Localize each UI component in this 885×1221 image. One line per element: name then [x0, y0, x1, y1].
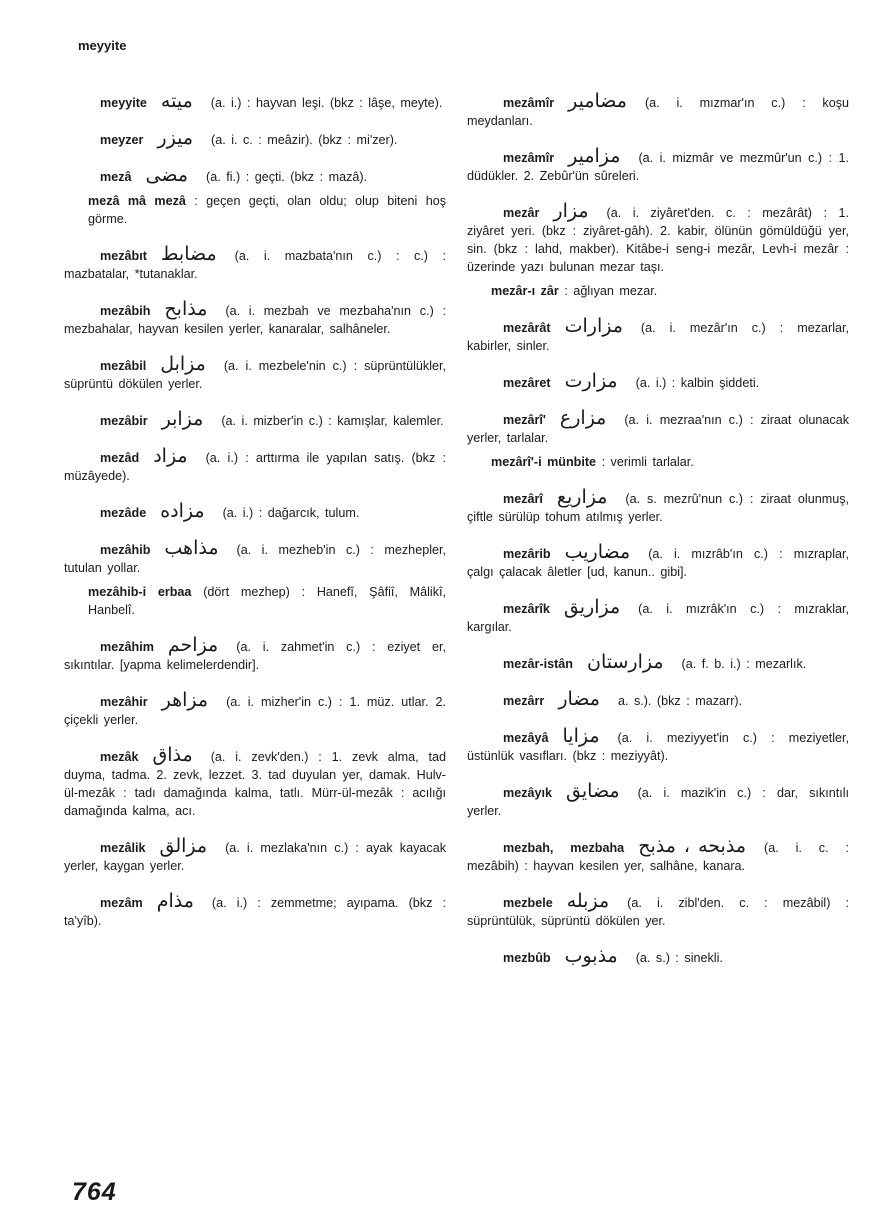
definition-text: (a. i. mazbata'nın c.) : c.) : mazbatalar, *tutanaklar.	[64, 249, 446, 281]
definition-text: (a. i. mezlaka'nın c.) : ayak kayacak yerler, kaygan yerler.	[64, 841, 446, 873]
headword: mezâret	[503, 376, 551, 390]
arabic-script: مزاریق	[563, 596, 621, 618]
headword: meyyite	[100, 96, 147, 110]
definition-text: (a. i. mizher'in c.) : 1. müz. utlar. 2. çiçekli yerler.	[64, 695, 446, 727]
headword: meyzer	[100, 133, 144, 147]
headword: mezâ	[100, 170, 132, 184]
arabic-script: مزاریع	[556, 486, 608, 508]
arabic-script: مضامیر	[568, 90, 627, 112]
dictionary-entry	[467, 372, 849, 392]
left-column	[64, 92, 446, 947]
headword: mezâr-istân	[503, 657, 573, 671]
headword: mezâlik	[100, 841, 146, 855]
dictionary-entry	[64, 539, 446, 619]
arabic-script: مزارت	[564, 370, 618, 392]
sub-headword: mezâ mâ mezâ	[88, 194, 186, 208]
definition-text: (a. i.) : kalbin şiddeti.	[635, 376, 760, 390]
definition-text: (a. i. mazik'in c.) : dar, sıkıntılı yerler.	[467, 786, 849, 818]
headword: mezâbıt	[100, 249, 147, 263]
arabic-script: مذابح	[164, 298, 208, 320]
dictionary-entry	[64, 837, 446, 875]
sub-definition: : verimli tarlalar.	[601, 455, 694, 469]
dictionary-entry	[64, 245, 446, 283]
headword: mezâde	[100, 506, 147, 520]
dictionary-entry	[64, 892, 446, 930]
headword: mezbûb	[503, 951, 551, 965]
definition-text: (a. i. zevk'den.) : 1. zevk alma, tad duyma, tadma. 2. zevk, lezzet. 3. tad duyulan yer, damak. Hulv-ül-mezâk : tadı damağında kalma, tatlı. Mürr-ül-mezâk : acılığı damağında kalma, acı.	[64, 750, 446, 818]
headword: mezâyık	[503, 786, 553, 800]
headword: mezârât	[503, 321, 551, 335]
arabic-script: مزابل	[160, 353, 206, 375]
arabic-script: مزبله	[566, 890, 610, 912]
arabic-script: مذاهب	[164, 537, 219, 559]
headword: mezârib	[503, 547, 551, 561]
dictionary-entry	[467, 598, 849, 636]
headword: mezâhib	[100, 543, 151, 557]
dictionary-entry	[64, 300, 446, 338]
dictionary-entry	[64, 129, 446, 149]
dictionary-entry	[467, 92, 849, 130]
dictionary-entry	[467, 317, 849, 355]
headword: mezâyâ	[503, 731, 549, 745]
dictionary-entry	[467, 409, 849, 471]
definition-text: (a. i. ziyâret'den. c. : mezârât) : 1. ziyâret yeri. (bkz : ziyâret-gâh). 2. kabir, ölünün gömüldüğü yer, sin. (bkz : lahd, makber). Kitâbe-i seng-i mezâr, Levh-i mezâr : üzerinde yazı bulunan mezar taşı.	[467, 206, 849, 274]
page-number: 764	[72, 1178, 117, 1206]
sub-entry	[467, 282, 849, 300]
sub-headword: mezâr-ı zâr	[491, 284, 559, 298]
sub-entry	[64, 583, 446, 619]
definition-text: (a. i. mezbah ve mezbaha'nın c.) : mezbahalar, hayvan kesilen yerler, kanaralar, salhâneler.	[64, 304, 446, 336]
dictionary-entry	[467, 147, 849, 185]
right-column	[467, 92, 849, 984]
dictionary-entry	[64, 355, 446, 393]
headword: mezâmîr	[503, 151, 555, 165]
running-head: meyyite	[78, 38, 127, 53]
headword: mezârr	[503, 694, 545, 708]
dictionary-entry	[467, 488, 849, 526]
dictionary-entry	[64, 636, 446, 674]
sub-headword: mezârî'-i münbite	[491, 455, 597, 469]
headword: mezâm	[100, 896, 143, 910]
definition-text: (a. s.) : sinekli.	[635, 951, 723, 965]
definition-text: (a. f. b. i.) : mezarlık.	[681, 657, 807, 671]
definition-text: (a. i.) : zemmetme; ayıpama. (bkz : ta'yîb).	[64, 896, 446, 928]
headword: mezâr	[503, 206, 540, 220]
dictionary-entry	[64, 410, 446, 430]
dictionary-entry	[467, 837, 849, 875]
arabic-script: مذبحه ، مذبح	[638, 835, 746, 857]
arabic-script: میزر	[157, 127, 193, 149]
definition-text: (a. i. mezbele'nin c.) : süprüntülükler, süprüntü dökülen yerler.	[64, 359, 446, 391]
headword: mezârî	[503, 492, 543, 506]
arabic-script: مزاد	[153, 445, 188, 467]
arabic-script: مزار	[553, 200, 589, 222]
headword: mezâmîr	[503, 96, 555, 110]
dictionary-entry	[467, 690, 849, 710]
definition-text: (a. i. mezâr'ın c.) : mezarlar, kabirler, sinler.	[467, 321, 849, 353]
arabic-script: مذبوب	[564, 945, 618, 967]
arabic-script: مذام	[156, 890, 194, 912]
definition-text: (a. i. c. : mezâbih) : hayvan kesilen yer, salhâne, kanara.	[467, 841, 849, 873]
arabic-script: میته	[160, 90, 193, 112]
headword: mezbah, mezbaha	[503, 841, 625, 855]
definition-text: a. s.). (bkz : mazarr).	[617, 694, 743, 708]
headword: mezâk	[100, 750, 139, 764]
arabic-script: مزارات	[564, 315, 623, 337]
arabic-script: مذاق	[152, 744, 193, 766]
definition-text: (a. i. zibl'den. c. : mezâbil) : süprüntülük, süprüntü dökülen yer.	[467, 896, 849, 928]
definition-text: (a. i. c. : meâzir). (bkz : mi'zer).	[211, 133, 398, 147]
headword: mezâbir	[100, 414, 148, 428]
arabic-script: مضاریب	[564, 541, 631, 563]
headword: mezâd	[100, 451, 140, 465]
arabic-script: مزابر	[161, 408, 204, 430]
dictionary-entry	[467, 782, 849, 820]
definition-text: (a. i.) : arttırma ile yapılan satış. (bkz : müzâyede).	[64, 451, 446, 483]
sub-definition: : geçen geçti, olan oldu; olup biteni hoş görme.	[88, 194, 446, 226]
dictionary-entry	[467, 202, 849, 300]
sub-entry	[64, 192, 446, 228]
sub-entry	[467, 453, 849, 471]
arabic-script: مزاده	[160, 500, 205, 522]
dictionary-entry	[467, 653, 849, 673]
dictionary-entry	[64, 166, 446, 228]
headword: mezâhir	[100, 695, 148, 709]
arabic-script: مزاحم	[167, 634, 219, 656]
definition-text: (a. i. mızrâk'ın c.) : mızraklar, kargılar.	[467, 602, 849, 634]
headword: mezâhim	[100, 640, 154, 654]
definition-text: (a. i. meziyyet'in c.) : meziyetler, üstünlük vasıfları. (bkz : meziyyât).	[467, 731, 849, 763]
arabic-script: مزامیر	[568, 145, 621, 167]
headword: mezârî'	[503, 413, 546, 427]
sub-headword: mezâhib-i erbaa	[88, 585, 192, 599]
dictionary-entry	[64, 502, 446, 522]
arabic-script: مزارستان	[587, 651, 664, 673]
sub-definition: (dört mezhep) : Hanefî, Şâfiî, Mâlikî, Hanbelî.	[88, 585, 447, 617]
dictionary-entry	[64, 691, 446, 729]
definition-text: (a. i. mizber'in c.) : kamışlar, kalemler.	[221, 414, 444, 428]
sub-definition: : ağlıyan mezar.	[564, 284, 658, 298]
headword: mezâbih	[100, 304, 151, 318]
definition-text: (a. i.) : hayvan leşi. (bkz : lâşe, meyte).	[210, 96, 443, 110]
dictionary-entry	[64, 746, 446, 820]
definition-text: (a. i.) : dağarcık, tulum.	[222, 506, 360, 520]
arabic-script: مضایق	[566, 780, 620, 802]
arabic-script: مزایا	[562, 725, 600, 747]
arabic-script: مزالق	[159, 835, 208, 857]
dictionary-entry	[467, 543, 849, 581]
arabic-script: مضى	[145, 164, 189, 186]
definition-text: (a. i. zahmet'in c.) : eziyet er, sıkıntılar. [yapma kelimelerdendir].	[64, 640, 446, 672]
arabic-script: مضابط	[160, 243, 217, 265]
headword: mezârîk	[503, 602, 550, 616]
headword: mezâbil	[100, 359, 147, 373]
definition-text: (a. fi.) : geçti. (bkz : mazâ).	[206, 170, 368, 184]
definition-text: (a. i. mezheb'in c.) : mezhepler, tutulan yollar.	[64, 543, 446, 575]
dictionary-entry	[467, 892, 849, 930]
headword: mezbele	[503, 896, 553, 910]
definition-text: (a. i. mızrâb'ın c.) : mızraplar, çalgı çalacak âletler [ud, kanun.. gibi].	[467, 547, 849, 579]
dictionary-entry	[64, 447, 446, 485]
definition-text: (a. i. mizmâr ve mezmûr'un c.) : 1. düdükler. 2. Zebûr'ün sûreleri.	[467, 151, 849, 183]
dictionary-entry	[467, 947, 849, 967]
definition-text: (a. s. mezrû'nun c.) : ziraat olunmuş, çiftle sürülüp tohum atılmış yerler.	[467, 492, 849, 524]
arabic-script: مضار	[558, 688, 600, 710]
definition-text: (a. i. mezraa'nın c.) : ziraat olunacak yerler, tarlalar.	[467, 413, 849, 445]
dictionary-entry	[64, 92, 446, 112]
dictionary-entry	[467, 727, 849, 765]
definition-text: (a. i. mızmar'ın c.) : koşu meydanları.	[467, 96, 849, 128]
arabic-script: مزارع	[559, 407, 607, 429]
arabic-script: مزاهر	[161, 689, 209, 711]
